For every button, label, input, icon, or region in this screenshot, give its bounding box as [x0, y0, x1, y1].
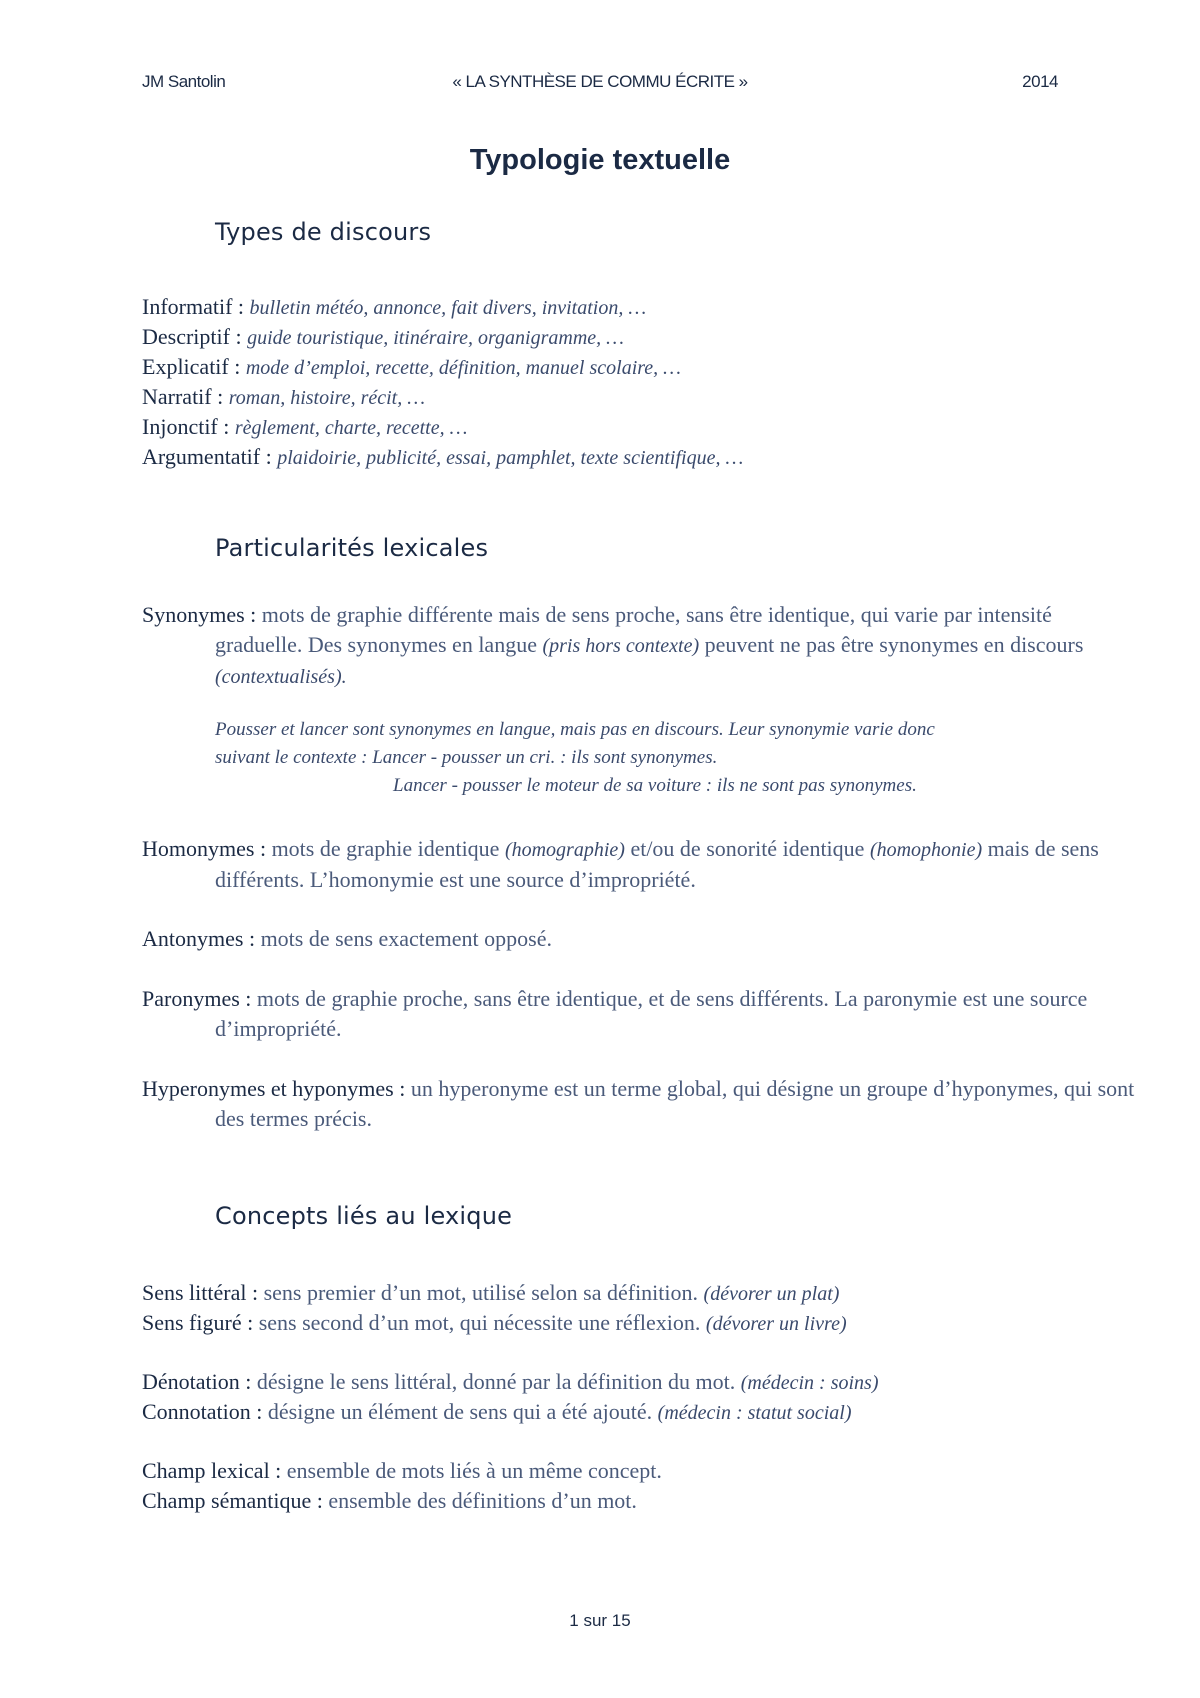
discours-examples: règlement, charte, recette, … [234, 417, 468, 439]
discours-term: Descriptif : [142, 324, 242, 349]
definition-term: Homonymes : [142, 836, 267, 861]
discours-item [142, 444, 743, 470]
concept-item [142, 1458, 662, 1484]
discours-term: Narratif : [142, 384, 224, 409]
concept-example: (dévorer un plat) [703, 1283, 840, 1305]
discours-examples: bulletin météo, annonce, fait divers, invitation, … [249, 297, 647, 319]
definition-text: mots de graphie proche, sans être identique, et de sens différents. La paronymie est une source d’impropriété. [215, 986, 1088, 1041]
concept-text: ensemble des définitions d’un mot. [328, 1488, 637, 1513]
discours-item [142, 294, 646, 320]
definition-term: Antonymes : [142, 926, 256, 951]
concept-term: Champ sémantique : [142, 1488, 323, 1513]
concept-item [142, 1488, 637, 1514]
definition-text: un hyperonyme est un terme global, qui désigne un groupe d’hyponymes, qui sont des termes précis. [215, 1076, 1135, 1131]
definition-homonymes [142, 834, 1135, 895]
discours-examples: mode d’emploi, recette, définition, manuel scolaire, … [245, 357, 681, 379]
concept-term: Connotation : [142, 1399, 263, 1424]
discours-term: Informatif : [142, 294, 245, 319]
definition-text: mais de sens différents. L’homonymie est une source d’impropriété. [215, 836, 1099, 892]
definition-term: Paronymes : [142, 986, 252, 1011]
concept-item [142, 1369, 879, 1395]
concept-example: (médecin : statut social) [657, 1402, 852, 1424]
discours-item [142, 324, 624, 350]
discours-term: Argumentatif : [142, 444, 272, 469]
discours-examples: roman, histoire, récit, … [228, 387, 426, 409]
definition-example: (homographie) [504, 839, 625, 861]
definition-text: peuvent ne pas être synonymes en discours [704, 632, 1084, 657]
definition-synonymes [142, 600, 1135, 692]
definition-term: Hyperonymes et hyponymes : [142, 1076, 406, 1101]
definition-paronymes [142, 984, 1135, 1044]
definition-hyperonymes [142, 1074, 1135, 1134]
example-line: suivant le contexte : Lancer - pousser un cri. : ils sont synonymes. [215, 747, 718, 768]
discours-examples: plaidoirie, publicité, essai, pamphlet, texte scientifique, … [277, 447, 744, 469]
discours-term: Explicatif : [142, 354, 241, 379]
discours-item [142, 354, 681, 380]
discours-item [142, 414, 467, 440]
definition-example: (pris hors contexte) [542, 635, 700, 657]
example-line: Lancer - pousser le moteur de sa voiture : ils ne sont pas synonymes. [393, 775, 917, 796]
discours-term: Injonctif : [142, 414, 230, 439]
definition-text: mots de graphie identique [271, 836, 500, 861]
section-heading-discours: Types de discours [215, 218, 432, 246]
concept-item [142, 1280, 839, 1306]
concept-text: sens premier d’un mot, utilisé selon sa définition. [263, 1280, 699, 1305]
concept-text: désigne un élément de sens qui a été ajouté. [267, 1399, 653, 1424]
section-heading-lexicales: Particularités lexicales [215, 534, 489, 562]
synonymes-example-block [215, 716, 1065, 800]
concept-item [142, 1310, 847, 1336]
header-year: 2014 [1022, 72, 1058, 91]
concept-text: désigne le sens littéral, donné par la définition du mot. [256, 1369, 736, 1394]
concept-text: sens second d’un mot, qui nécessite une réflexion. [258, 1310, 701, 1335]
header-author: JM Santolin [142, 72, 226, 91]
example-line: Pousser et lancer sont synonymes en langue, mais pas en discours. Leur synonymie varie donc [215, 719, 935, 740]
discours-examples: guide touristique, itinéraire, organigramme, … [247, 327, 624, 349]
definition-example: (homophonie) [869, 839, 983, 861]
concept-item [142, 1399, 852, 1425]
concept-example: (médecin : soins) [740, 1372, 879, 1394]
definition-text: mots de sens exactement opposé. [260, 926, 552, 951]
concept-example: (dévorer un livre) [705, 1313, 847, 1335]
definition-example: (contextualisés). [215, 666, 347, 688]
concept-term: Sens figuré : [142, 1310, 254, 1335]
concept-term: Dénotation : [142, 1369, 252, 1394]
discours-item [142, 384, 425, 410]
definition-text: et/ou de sonorité identique [630, 836, 865, 861]
page-number: 1 sur 15 [569, 1611, 631, 1630]
definition-term: Synonymes : [142, 602, 257, 627]
definition-antonymes [142, 924, 1135, 954]
page-title: Typologie textuelle [469, 144, 731, 176]
definition-text: mots de graphie différente mais de sens proche, sans être identique, qui varie par intensité graduelle. Des synonymes en langue [215, 602, 1052, 657]
concept-term: Sens littéral : [142, 1280, 259, 1305]
header-document-title: « LA SYNTHÈSE DE COMMU ÉCRITE » [452, 72, 748, 91]
section-heading-concepts: Concepts liés au lexique [215, 1202, 513, 1230]
concept-term: Champ lexical : [142, 1458, 282, 1483]
concept-text: ensemble de mots liés à un même concept. [286, 1458, 662, 1483]
